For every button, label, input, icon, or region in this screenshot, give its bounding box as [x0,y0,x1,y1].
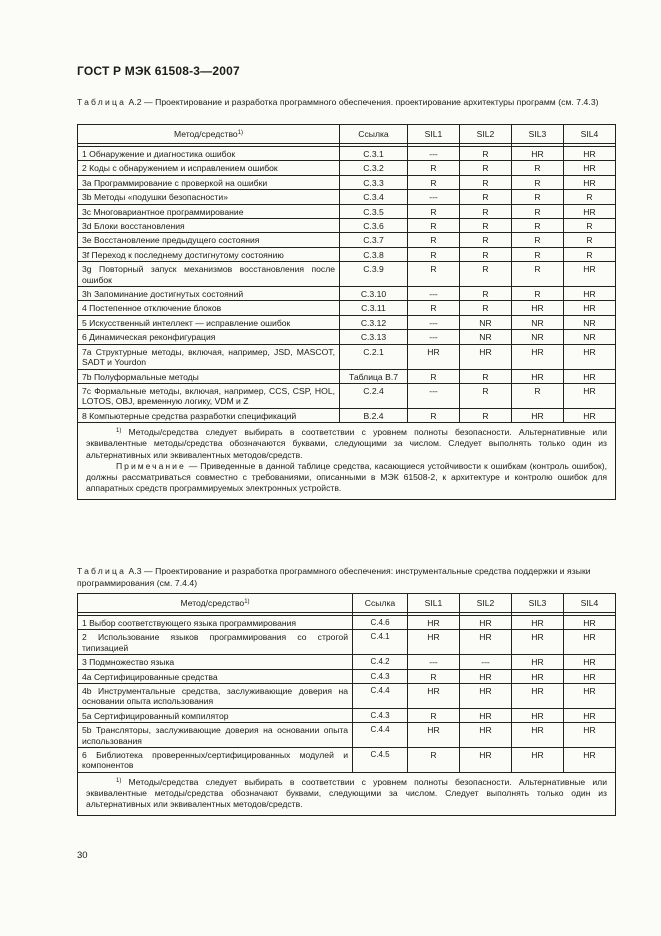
sil2-cell: R [460,233,512,247]
sil4-cell: HR [564,408,616,422]
sil4-cell: R [564,219,616,233]
method-cell: 3c Многовариантное программирование [78,204,340,218]
table-a3-caption-label: Таблица [77,566,127,576]
table-a2-col-sil1: SIL1 [408,125,460,144]
table-row [78,287,616,301]
table-row [78,233,616,247]
ref-cell: Таблица В.7 [340,369,408,383]
ref-cell: C.4.4 [353,684,408,709]
table-a2 [77,124,616,500]
ref-cell: C.3.4 [340,190,408,204]
sil4-cell: HR [564,344,616,369]
table-a2-col-sil4: SIL4 [564,125,616,144]
ref-cell: C.3.9 [340,262,408,287]
method-cell: 2 Коды с обнаружением и исправлением ошибок [78,161,340,175]
method-cell: 6 Библиотека проверенных/сертифицированных модулей и компонентов [78,748,353,773]
page-number: 30 [77,850,88,861]
sil2-cell: R [460,147,512,161]
sil3-cell: HR [512,708,564,722]
sil3-cell: HR [512,344,564,369]
table-a2-body [78,144,616,423]
table-a2-caption-text: А.2 — Проектирование и разработка программного обеспечения. проектирование архитектуры программ (см. 7.4.3) [126,97,599,107]
sil4-cell: HR [564,369,616,383]
method-cell: 4b Инструментальные средства, заслуживающие доверия на основании опыта использования [78,684,353,709]
sil1-cell: --- [408,330,460,344]
sil2-cell: R [460,383,512,408]
table-a2-col-ref: Ссылка [340,125,408,144]
note-text: — Приведенные в данной таблице средства, касающиеся устойчивости к ошибкам (контроль ошибок), должны рассматриваться совместно с требованиями, описанными в МЭК 61508-2, к архитектуре и контролю ошибок для аппаратных средств программируемых электронных устройств. [86,460,607,494]
sil3-cell: R [512,247,564,261]
sil1-cell: --- [408,190,460,204]
sil4-cell: NR [564,330,616,344]
ref-cell: C.3.3 [340,175,408,189]
method-cell: 3 Подмножество языка [78,655,353,669]
table-a3-caption-text: А.3 — Проектирование и разработка программного обеспечения: инструментальные средства поддержки и языки программирования (см. 7.4.4) [77,566,591,588]
table-row [78,204,616,218]
ref-cell: C.3.7 [340,233,408,247]
table-row [78,315,616,329]
table-a2-header-row [78,125,616,144]
ref-cell: C.3.1 [340,147,408,161]
sil4-cell: HR [564,669,616,683]
method-cell: 3f Переход к последнему достигнутому состоянию [78,247,340,261]
table-a3-col-sil2: SIL2 [460,594,512,613]
sil4-cell: HR [564,147,616,161]
sil4-cell: HR [564,684,616,709]
ref-cell: C.4.3 [353,708,408,722]
sil4-cell: HR [564,301,616,315]
sil3-cell: NR [512,315,564,329]
sil2-cell: R [460,262,512,287]
ref-cell: C.2.1 [340,344,408,369]
ref-cell: C.3.13 [340,330,408,344]
table-row [78,175,616,189]
sil4-cell: R [564,190,616,204]
ref-cell: C.2.4 [340,383,408,408]
sil3-cell: HR [512,669,564,683]
table-a3-col-sil4: SIL4 [564,594,616,613]
sil4-cell: HR [564,655,616,669]
table-row [78,344,616,369]
sil2-cell: R [460,408,512,422]
sil3-cell: NR [512,330,564,344]
method-cell: 3а Программирование с проверкой на ошибки [78,175,340,189]
method-cell: 3b Методы «подушки безопасности» [78,190,340,204]
sil1-cell: HR [408,630,460,655]
sil1-cell: R [408,175,460,189]
sil4-cell: HR [564,175,616,189]
sil1-cell: HR [408,723,460,748]
sil4-cell: HR [564,262,616,287]
sil3-cell: HR [512,408,564,422]
sil2-cell: HR [460,344,512,369]
sil1-cell: --- [408,147,460,161]
table-row [78,655,616,669]
table-row [78,247,616,261]
sil2-cell: R [460,175,512,189]
sil1-cell: R [408,669,460,683]
method-cell: 6 Динамическая реконфигурация [78,330,340,344]
table-row [78,723,616,748]
sil4-cell: R [564,247,616,261]
sil2-cell: R [460,190,512,204]
sil3-cell: R [512,219,564,233]
method-cell: 8 Компьютерные средства разработки спецификаций [78,408,340,422]
ref-cell: C.3.10 [340,287,408,301]
document-header: ГОСТ Р МЭК 61508-3—2007 [77,64,240,78]
ref-cell: C.4.3 [353,669,408,683]
sil4-cell: HR [564,630,616,655]
table-a2-caption-label: Таблица [77,97,127,107]
sil1-cell: --- [408,315,460,329]
sil3-cell: HR [512,723,564,748]
table-row [78,708,616,722]
method-cell: 5a Сертифицированный компилятор [78,708,353,722]
sil3-cell: HR [512,616,564,630]
sil2-cell: R [460,369,512,383]
ref-cell: C.4.6 [353,616,408,630]
sil1-cell: R [408,233,460,247]
method-cell: 3g Повторный запуск механизмов восстановления после ошибок [78,262,340,287]
sil2-cell: --- [460,655,512,669]
ref-cell: C.3.12 [340,315,408,329]
note-label: Примечание [116,460,186,471]
sil2-cell: HR [460,723,512,748]
ref-cell: C.4.5 [353,748,408,773]
method-cell: 1 Обнаружение и диагностика ошибок [78,147,340,161]
sil2-cell: HR [460,669,512,683]
sil4-cell: R [564,233,616,247]
sil1-cell: --- [408,383,460,408]
ref-cell: B.2.4 [340,408,408,422]
table-row [78,408,616,422]
sil4-cell: HR [564,616,616,630]
table-row [78,190,616,204]
sil1-cell: R [408,708,460,722]
ref-cell: C.3.2 [340,161,408,175]
method-cell: 7b Полуформальные методы [78,369,340,383]
sil1-cell: R [408,219,460,233]
table-a3-footnote: $^{1)}$ Методы/средства следует выбирать в соответствии с уровнем полноты безопасности. Альтернативные или эквивалентные методы/средства обозначают буквами, следующими за числом. Следует выполнять только один из альтернативных или эквивалентных методов/средств. [78,772,616,816]
sil1-cell: R [408,161,460,175]
table-a3-body [78,613,616,773]
sil1-cell: --- [408,287,460,301]
sil4-cell: HR [564,161,616,175]
table-a2-caption [77,96,617,108]
ref-cell: C.3.8 [340,247,408,261]
sil1-cell: R [408,301,460,315]
method-cell: 7c Формальные методы, включая, например, CCS, CSP, HOL, LOTOS, OBJ, временную логику, VDM и Z [78,383,340,408]
sil3-cell: R [512,383,564,408]
method-cell: 3e Восстановление предыдущего состояния [78,233,340,247]
ref-cell: C.3.11 [340,301,408,315]
sil4-cell: HR [564,204,616,218]
table-row [78,748,616,773]
sil1-cell: R [408,408,460,422]
table-a3-col-sil3: SIL3 [512,594,564,613]
table-row [78,147,616,161]
sil4-cell: HR [564,748,616,773]
sil1-cell: R [408,369,460,383]
sil1-cell: HR [408,344,460,369]
sil2-cell: HR [460,684,512,709]
sil3-cell: R [512,262,564,287]
sil2-cell: HR [460,748,512,773]
table-a3-col-sil1: SIL1 [408,594,460,613]
sil2-cell: R [460,301,512,315]
ref-cell: C.4.2 [353,655,408,669]
ref-cell: C.3.5 [340,204,408,218]
table-row [78,330,616,344]
sil2-cell: R [460,161,512,175]
table-row [78,301,616,315]
sil2-cell: HR [460,708,512,722]
table-row [78,262,616,287]
sil3-cell: R [512,190,564,204]
sil2-cell: R [460,219,512,233]
sil2-cell: NR [460,330,512,344]
table-a2-footnote: $^{1)}$ Методы/средства следует выбирать в соответствии с уровнем полноты безопасности. Альтернативные или эквивалентные методы/средства обозначаются буквами, следующими за числом. Следует выполнять только один из альтернативных или эквивалентных методов/средств. Примечание — Приведенные в данной таблице средства, касающиеся устойчивости к ошибкам (контроль ошибок), должны рассматриваться совместно с требованиями, описанными в МЭК 61508-2, к архитектуре и контролю ошибок для аппаратных средств программируемых электронных устройств. [78,423,616,500]
sil4-cell: HR [564,383,616,408]
sil4-cell: HR [564,723,616,748]
sil4-cell: HR [564,287,616,301]
method-cell: 3d Блоки восстановления [78,219,340,233]
sil1-cell: R [408,748,460,773]
ref-cell: C.3.6 [340,219,408,233]
table-row [78,616,616,630]
sil3-cell: R [512,161,564,175]
sil1-cell: R [408,262,460,287]
sil2-cell: R [460,204,512,218]
sil3-cell: HR [512,655,564,669]
table-row [78,383,616,408]
sil3-cell: R [512,204,564,218]
ref-cell: C.4.1 [353,630,408,655]
table-a3-footnote-row [78,772,616,816]
method-cell: 5 Искусственный интеллект — исправление ошибок [78,315,340,329]
method-cell: 5b Трансляторы, заслуживающие доверия на основании опыта использования [78,723,353,748]
sil1-cell: HR [408,616,460,630]
method-cell: 2 Использование языков программирования со строгой типизацией [78,630,353,655]
table-a3-col-ref: Ссылка [353,594,408,613]
table-a3 [77,593,616,816]
table-row [78,669,616,683]
method-cell: 7a Структурные методы, включая, например, JSD, MASCOT, SADT и Yourdon [78,344,340,369]
sil3-cell: HR [512,748,564,773]
sil2-cell: HR [460,630,512,655]
sil3-cell: HR [512,301,564,315]
sil1-cell: --- [408,655,460,669]
sil3-cell: R [512,233,564,247]
method-cell: 3h Запоминание достигнутых состояний [78,287,340,301]
sil3-cell: R [512,287,564,301]
sil3-cell: R [512,175,564,189]
table-a3-header-row [78,594,616,613]
table-a3-col-method: Метод/средство$^{1)}$ [78,594,353,613]
table-a3-caption [77,565,617,589]
sil3-cell: HR [512,630,564,655]
method-cell: 4 Постепенное отключение блоков [78,301,340,315]
table-a2-col-method: Метод/средство$^{1)}$ [78,125,340,144]
sil2-cell: R [460,247,512,261]
table-row [78,219,616,233]
sil4-cell: HR [564,708,616,722]
method-cell: 1 Выбор соответствующего языка программирования [78,616,353,630]
ref-cell: C.4.4 [353,723,408,748]
sil2-cell: R [460,287,512,301]
sil3-cell: HR [512,684,564,709]
sil2-cell: HR [460,616,512,630]
table-row [78,630,616,655]
sil4-cell: NR [564,315,616,329]
sil1-cell: HR [408,684,460,709]
table-a2-footnote-row [78,423,616,500]
sil3-cell: HR [512,147,564,161]
table-row [78,684,616,709]
table-a2-col-sil2: SIL2 [460,125,512,144]
sil1-cell: R [408,247,460,261]
sil2-cell: NR [460,315,512,329]
table-a2-col-sil3: SIL3 [512,125,564,144]
sil1-cell: R [408,204,460,218]
sil3-cell: HR [512,369,564,383]
table-row [78,161,616,175]
method-cell: 4a Сертифицированные средства [78,669,353,683]
table-row [78,369,616,383]
